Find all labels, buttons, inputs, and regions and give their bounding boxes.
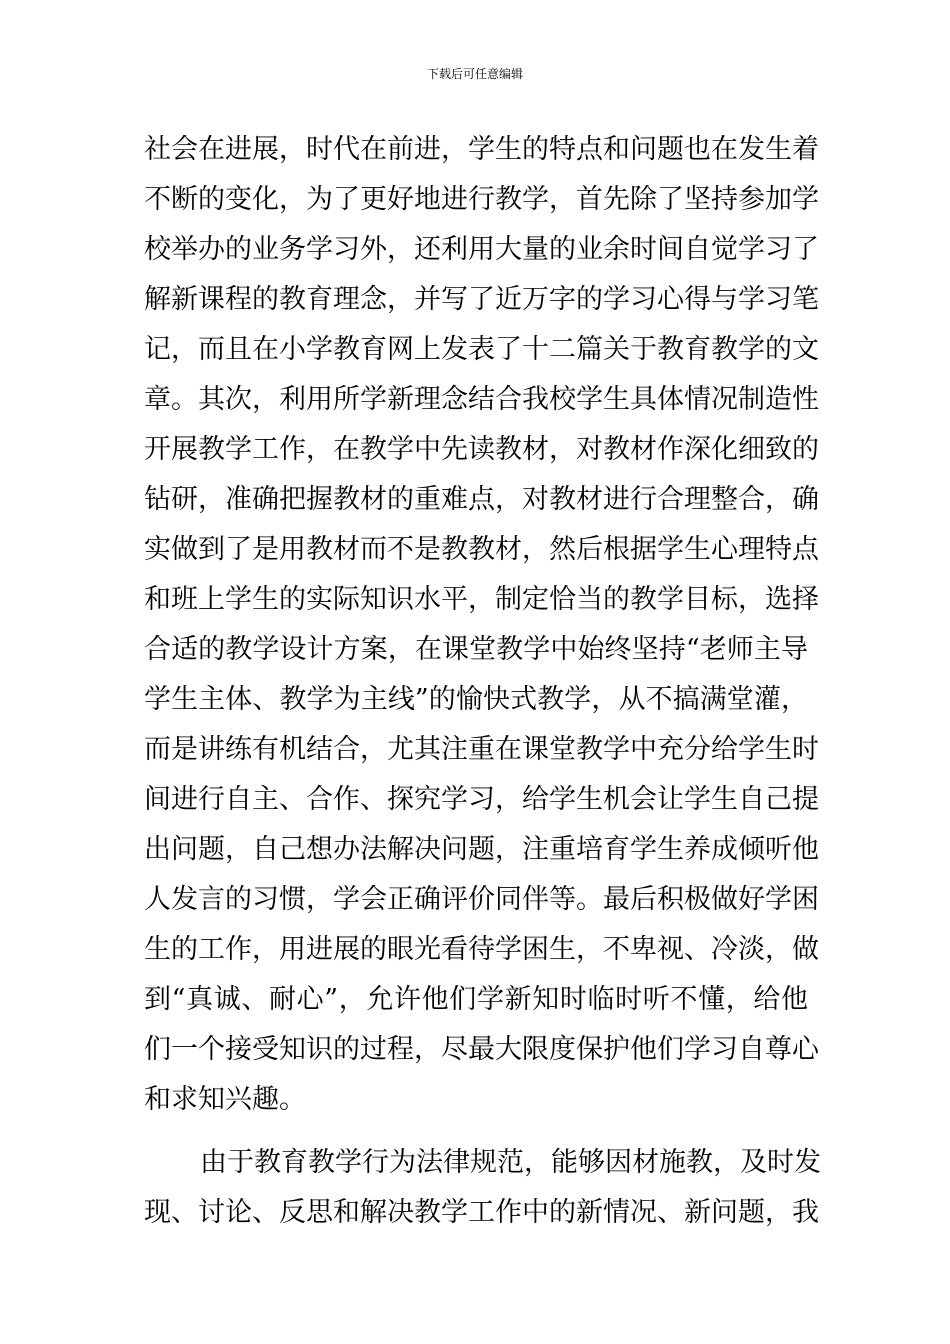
paragraph-1: [144, 125, 819, 1125]
text-line: 们一个接受知识的过程，尽最大限度保护他们学习自尊心: [144, 1034, 819, 1065]
paragraph-gap: [144, 1125, 808, 1138]
text-line: 校举办的业务学习外，还利用大量的业余时间自觉学习了: [144, 234, 819, 265]
text-line: 社会在进展，时代在前进，学生的特点和问题也在发生着: [144, 134, 819, 165]
text-line: 间进行自主、合作、探究学习，给学生机会让学生自己提: [144, 784, 819, 815]
text-line: 实做到了是用教材而不是教教材，然后根据学生心理特点: [144, 534, 819, 565]
text-line: 解新课程的教育理念，并写了近万字的学习心得与学习笔: [144, 284, 819, 315]
text-line: 出问题，自己想办法解决问题，注重培育学生养成倾听他: [144, 834, 819, 865]
text-line: 合适的教学设计方案，在课堂教学中始终坚持“老师主导: [144, 634, 808, 665]
body-text: [144, 125, 821, 1238]
text-line: 记，而且在小学教育网上发表了十二篇关于教育教学的文: [144, 334, 819, 365]
text-line: 钻研，准确把握教材的重难点，对教材进行合理整合，确: [144, 484, 819, 515]
text-line: 学生主体、教学为主线”的愉快式教学，从不搞满堂灌，: [144, 684, 808, 715]
text-line: 而是讲练有机结合，尤其注重在课堂教学中充分给学生时: [144, 734, 819, 765]
text-line: 开展教学工作，在教学中先读教材，对教材作深化细致的: [144, 434, 819, 465]
text-line: 由于教育教学行为法律规范，能够因材施教，及时发: [200, 1147, 821, 1178]
text-line: 和班上学生的实际知识水平，制定恰当的教学目标，选择: [144, 584, 819, 615]
paragraph-2: [144, 1138, 821, 1238]
text-line: 到“真诚、耐心”，允许他们学新知时临时听不懂，给他: [144, 984, 808, 1015]
text-line: 不断的变化，为了更好地进行教学，首先除了坚持参加学: [144, 184, 819, 215]
page-header: 下载后可任意编辑: [426, 67, 523, 81]
text-line: 和求知兴趣。: [144, 1084, 306, 1115]
text-line: 人发言的习惯，学会正确评价同伴等。最后积极做好学困: [144, 884, 819, 915]
text-line: 章。其次，利用所学新理念结合我校学生具体情况制造性: [144, 384, 819, 415]
text-line: 现、讨论、反思和解决教学工作中的新情况、新问题，我: [144, 1197, 819, 1228]
text-line: 生的工作，用进展的眼光看待学困生，不卑视、冷淡，做: [144, 934, 819, 965]
